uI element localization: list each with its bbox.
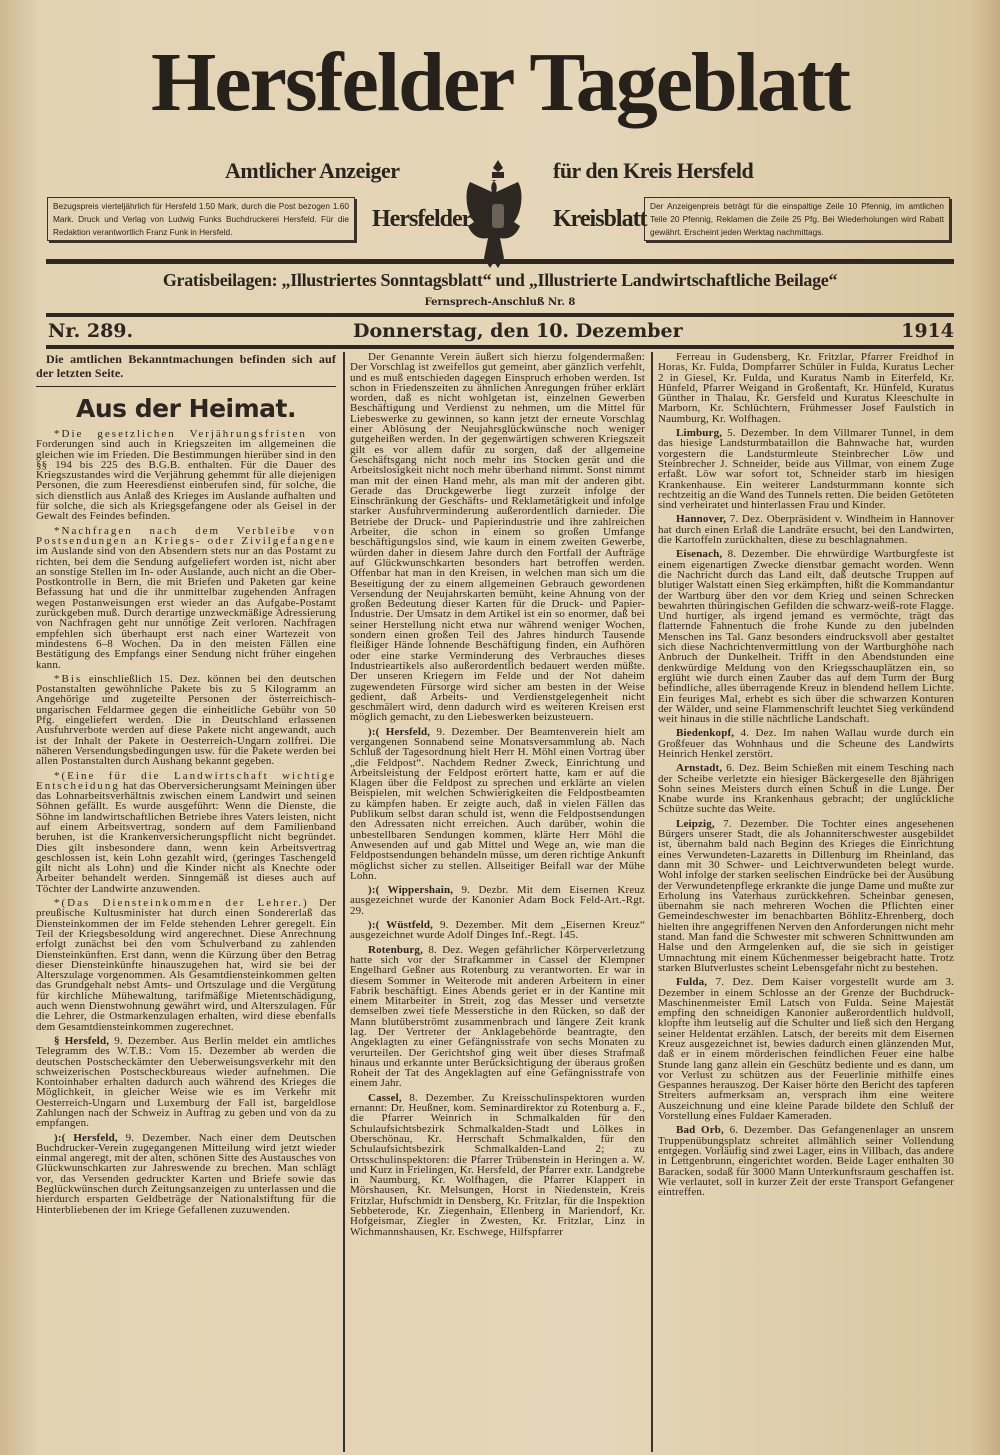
article-text: 8. Dez. Wegen gefährlicher Körperverletzung hatte sich vor der Strafkammer in Cassel der Klempner Engelhard Geßner aus Rotenburg zu verantworten. Er war in diesem Sommer in Weiterode mit anderen Arbeitern in einer Fabrik beschäftigt. Eines Abends geriet er in der Kantine mit einem Mitarbeiter in Streit, zog das Messer und versetzte demselben zwei tiefe Messerstiche in den Rücken, so daß der Mann blutüberströmt zusammenbrach und längere Zeit krank lag. Der Vertreter der Anklagebehörde beantragte, den Angeklagten zu einer Gefängnisstrafe von sechs Monaten zu verurteilen. Der Gerichtshof ging weit über dieses Strafmaß hinaus und erkannte unter Berücksichtigung der überaus großen Roheit der Tat des Angeklagten auf eine Gefängnisstrafe von einem Jahr. [350,943,645,1090]
masthead-title: Hersfelder Tageblatt [150,36,850,129]
section-heading: Aus der Heimat. [36,386,336,423]
article-paragraph [658,1125,954,1197]
column-rule [343,352,345,1452]
masthead-subtitle-right: für den Kreis Hersfeld [553,158,754,183]
article-dateline: Rotenburg, [368,943,423,956]
article-lead: *(Das Diensteinkommen der Lehrer.) [54,897,309,910]
article-paragraph [36,674,336,767]
article-text: Der preußische Kultusminister hat durch einen Sondererlaß das Diensteinkommen der im Felde stehenden Lehrer geregelt. Ein Teil der Kriegsbesoldung wird angerechnet. Diese Anrechnung erfolgt zunächst bei den vom Schulverband zu zahlenden Diensteinkünften. Erst dann, wenn die Kürzung über den Betrag dieser Diensteinkünfte hinauszugehen hat, wird sie bei der Alterszulage vorgenommen. Als Gesamtdiensteinkommen gelten das Grundgehalt nebst Amts- und Ortszulage und die Vergütung für kirchliche Mühewaltung, tarifmäßige Mietentschädigung, auch wenn Dienstwohnung gewährt wird, und Alterszulagen. Für die Lehrer, die Ostmarkenzulagen erhalten, wird diese ebenfalls dem Gesamtdiensteinkommen zugerechnet. [36,897,336,1033]
article-paragraph [658,763,954,814]
article-dateline: ):( Wüstfeld, [368,919,434,932]
article-paragraph [350,920,645,941]
article-dateline: § Hersfeld, [54,1034,110,1047]
kreisblatt-right: Kreisblatt [553,206,647,232]
article-paragraph [658,428,954,510]
article-dateline: Cassel, [368,1091,402,1104]
advertising-info-box: Der Anzeigenpreis beträgt für die einspaltige Zeile 10 Pfennig, im amtlichen Teile 20 Pfennig, Reklamen die Zeile 25 Pfg. Bei Wiederholungen wird Rabatt gewährt. Erscheint jeden Werktag nachmittags. [644,197,950,241]
article-text: 9. Dezember. Der Beamtenverein hielt am vergangenen Sonnabend seine Monatsversammlung ab. Nach Schluß der Tagesordnung hielt Herr H. Möhl einen Vortrag über „die Feldpost“. Nachdem Redner Zweck, Einrichtung und Arbeitsleistung der Feldpost erörtert hatte, kam er auf die Klagen über die Feldpost zu sprechen und erklärte an vielen Beispielen, mit welchen Schwierigkeiten die Feldpostbeamten zu kämpfen haben. Er zeigte auch, daß in vielen Fällen das Publikum selbst daran schuld ist, wenn die Feldpostsendungen den Adressaten nicht erreichen. Auch darüber, wohin die unbestellbaren Sendungen kommen, klärte Herr Möhl die Anwesenden auf und gab Mittel und Wege an, wie man die Feldpostsendungen behandeln müsse, um deren richtige Ankunft möglichst sicher zu stellen. Allseitiger Beifall war der Mühe Lohn. [350,725,645,882]
article-paragraph [658,514,954,545]
article-paragraph [36,1036,336,1129]
article-text: von Forderungen sind auch in Kriegszeiten im allgemeinen die gleichen wie im Frieden. Die Bestimmungen hierüber sind in den §§ 194 bis 225 des B.G.B. enthalten. Für die Dauer des Kriegszustandes wird die Verjährung gehemmt für alle diejenigen Personen, die zum Heeresdienst einberufen sind, für solche, die sich dienstlich aus Anlaß des Krieges im Auslande aufhalten und für solche, die sich als Kriegsgefangene oder als Geisel in der Gewalt des Feindes befinden. [36,428,336,523]
article-dateline: Hannover, [676,513,727,526]
article-paragraph [36,771,336,895]
article-lead: *(Eine für die Landwirtschaft wichtige Entscheidung [36,769,336,792]
article-dateline: ):( Hersfeld, [368,725,431,738]
article-text: 7. Dezember. Die Tochter eines angesehenen Bürgers unserer Stadt, die als Johanniterschwester ausgebildet ist, übernahm bald nach Beginn des Krieges die Einrichtung eines Verwundeten-Lazaretts in Dillenburg im Rheinland, das dann mit 30 Schwer- und Leichtverwundeten belegt wurde. Wohl infolge der starken seelischen Eindrücke bei der Ausübung der Verwundetenpflege erkrankte die junge Dame und mußte zur Erholung ins Vaterhaus zurückkehren. Scheinbar genesen, übernahm sie nach mehreren Wochen die Pflichten einer Gemeindeschwester im benachbarten Böhlitz-Ehrenberg, doch hielten ihre angegriffenen Nerven den Anforderungen nicht mehr stand. Man fand die Schwester mit schweren Schnittwunden am Halse und den Armgelenken auf, die sie sich in geistiger Umnachtung mit einem Küchenmesser beigebracht hatte. Trotz starken Blutverlustes scheint Lebensgefahr nicht zu bestehen. [658,817,954,974]
article-dateline: Limburg, [676,427,723,440]
article-text: 4. Dez. Im nahen Wallau wurde durch ein Großfeuer das Wohnhaus und die Scheune des Landwirts Heinrich Henkel zerstört. [658,727,954,760]
article-lead: *Die gesetzlichen Verjährungsfristen [54,428,307,440]
article-text: einschließlich 15. Dez. können bei den deutschen Postanstalten gewöhnliche Pakete bis zu 5 Kilogramm an Angehörige und zugeteilte Personen der österreichisch-ungarischen Feldarmee gegen die einheitliche Gebühr von 50 Pfg. eingeliefert werden. Die in Deutschland erlassenen Ausfuhrverbote werden auf diese Pakete nicht angewandt, auch ist der Inhalt der Pakete in Oesterreich-Ungarn zollfrei. Die näheren Versendungsbedingungen usw. für die Pakete werden bei allen Postanstalten durch Aushang bekannt gegeben. [36,672,336,768]
article-paragraph [350,945,645,1089]
issue-number: Nr. 289. [48,320,134,342]
subscription-info-box: Bezugspreis vierteljährlich für Hersfeld 1.50 Mark, durch die Post bezogen 1.60 Mark. Druck und Verlag von Ludwig Funks Buchdruckerei Hersfeld. Für die Redaktion verantwortlich Franz Funk in Hersfeld. [47,197,355,241]
article-text: hat das Oberversicherungsamt Meiningen über das Lohnarbeitsverhältnis zwischen einem Landwirt und seinen Söhnen gefällt. Es wurde ausgeführt: Wenn die Dienste, die Söhne im landwirtschaftlichen Betriebe ihres Vaters leisten, nicht auf einem Arbeitsvertrag, sondern auf dem Familienband beruhen, ist die Krankenversicherungspflicht nicht begründet. Dies gilt insbesondere dann, wenn kein Arbeitsvertrag geschlossen ist, kein Lohn gezahlt wird, (geringes Taschengeld gilt nicht als Lohn) und die Kinder nicht als Knechte oder Arbeiter behandelt werden. Sinngemäß ist dieses auch auf Töchter der Landwirte anzuwenden. [36,779,336,895]
telephone-line: Fernsprech-Anschluß Nr. 8 [424,297,576,308]
article-paragraph [36,1133,336,1215]
article-text: im Auslande sind von den Absendern stets nur an das Postamt zu richten, bei dem die Sendung aufgeliefert worden ist, nicht aber an sonstige Stellen im In- oder Auslande, auch nicht an die Ober-Postkontrolle in Bern, die mit Briefen und Paketen gar keine Befassung hat und die ihr unmittelbar zugehenden Anfragen wegen Postanweisungen erst wieder an das Aufgabe-Postamt zurückgeben muß. Durch derartige unzweckmäßige Adressierung von Nachfragen geht nur unnötige Zeit verloren. Nachfragen empfehlen sich überhaupt erst nach einer Wartezeit von mindestens 6–8 Wochen. Da in den meisten Fällen eine Bestätigung des Empfangs einer Sendung nicht früher eingehen kann. [36,545,336,671]
article-paragraph [658,352,954,424]
article-lead: *Bis [54,672,83,685]
article-text: 9. Dezember. Nach einer dem Deutschen Buchdrucker-Verein zugegangenen Mitteilung wird jetzt wieder einmal angeregt, mit der alten, schönen Sitte des Austausches von Glückwunschkarten zur Jahreswende zu brechen. Man schlägt vor, das Versenden gedruckter Karten und Briefe sowie das Beglückwünschen durch Zeitungsanzeigen zu unterlassen und die hierdurch ersparten Geldbeträge der Nationalstiftung für die Hinterbliebenen der im Kriege Gefallenen zuzuwenden. [36,1131,336,1216]
article-text: 7. Dez. Oberpräsident v. Windheim in Hannover hat durch einen Erlaß die Landräte ersucht, bei den Landwirten, die Kartoffeln zurückhalten, diese zu beschlagnahmen. [658,513,954,547]
article-dateline: ):( Wippershain, [368,884,454,897]
article-paragraph [658,728,954,759]
article-text: Der Genannte Verein äußert sich hierzu folgendermaßen: Der Vorschlag ist zweifellos gut gemeint, aber gänzlich verfehlt, und es muß entschieden dagegen Einspruch erhoben werden. Ist schon in Friedenszeiten zu ähnlichen Anregungen früher erklärt worden, daß es nicht wohlgetan ist, einzelnen Gewerben Beschäftigung und Verdienst zu nehmen, um die Mittel für Liebeswerke zu gewinnen, so kann jetzt der erneute Vorschlag einer Ablösung der Neujahrsglückwünsche noch weniger gutgeheißen werden. In der gegenwärtigen schweren Kriegszeit gilt es vor allem dafür zu sorgen, daß der allgemeine Geschäftsgang nicht noch mehr ins Stocken gerät und die Arbeitslosigkeit nicht noch mehr überhand nimmt. Sonst nimmt man mit der einen Hand mehr, als man mit der anderen gibt. Gerade das Druckgewerbe liegt zurzeit infolge der Einschränkung der Geschäfts- und Reklametätigkeit und infolge starker Ausfuhrverminderung außerordentlich darnieder. Die Betriebe der Druck- und Papierindustrie und ihre zahlreichen Arbeiter, die schon in einem so großen Umfange beschäftigungslos sind, wie kaum in einem zweiten Gewerbe, würden daher in diesem Jahre durch den Fortfall der Aufträge auf Glückwunschkarten besonders hart betroffen werden. Offenbar hat man in den Kreisen, in welchen man sich um die Beseitigung der zu einem allgemeinen Gebrauch gewordenen Versendung der Neujahrskarten bemüht, keine Ahnung von der großen Bedeutung dieser Karten für die Druck- und Papier-Industrie. Der Umsatz in dem Artikel ist ein so enormer, daß bei seiner Herstellung nicht etwa nur während weniger Wochen, sondern einen großen Teil des Jahres hindurch Tausende fleißiger Hände lohnende Beschäftigung finden, ein Aufhören oder eine starke Verminderung des Verbrauches dieses Industrieartikels also außerordentlich bedauert werden müßte. Der unseren Kriegern im Felde und der Not daheim zugewendeten Fürsorge wird sicher am besten in der Weise gedient, daß Arbeits- und Verdienstgelegenheit nicht geschmälert wird, denn dadurch wird es weiteren Kreisen erst möglich gemacht, zu den Liebeswerken beizusteuern. [350,351,645,724]
article-dateline: Eisenach, [676,548,723,561]
column-3 [658,352,954,1201]
divider [46,345,954,349]
article-paragraph [658,977,954,1121]
article-paragraph [350,352,645,723]
kreisblatt-left: Hersfelder [372,206,472,232]
issue-year: 1914 [901,320,954,342]
article-lead: *Nachfragen nach dem Verbleibe von Postsendungen an Kriegs- oder Zivilgefangene [36,524,336,547]
article-text: Ferreau in Gudensberg, Kr. Fritzlar, Pfarrer Freidhof in Horas, Kr. Fulda, Dompfarrer Schüler in Fulda, Kuratus Lecher 2 in Giesel, Kr. Fulda, und Kuratus Namb in Eiterfeld, Kr. Hünfeld, Pfarrer Weigand in Großentaft, Kr. Hünfeld, Kuratus Günther in Thalau, Kr. Gersfeld und Kuratus Kleeschulte in Marborn, Kr. Schlüchtern, Frühmesser Josef Faulstich in Naumburg, Kr. Wolfhagen. [658,351,954,425]
article-text: 7. Dez. Dem Kaiser vorgestellt wurde am 3. Dezember in einem Schlosse an der Grenze der Buchdruck-Maschinenmeister Emil Latsch von Fulda. Seine Majestät empfing den schneidigen Kanonier außerordentlich huldvoll, klopfte ihm leutselig auf die Schulter und ließ sich den Hergang seiner Heldentat erzählen. Latsch, der bereits mit dem Eisernen Kreuz ausgezeichnet ist, bewies dadurch einen glänzenden Mut, daß er in einem mörderischen feindlichen Feuer eine halbe Stunde lang ganz allein ein Geschütz bediente und es dann, um vor Verlust zu schützen aus der Feuerlinie mithilfe eines Gespannes herauszog. Der Kaiser hörte den Bericht des tapferen Streiters aufmerksam an, versprach ihm eine weitere Auszeichnung und eine kleine Parade bildete den Schluß der Vorstellung eines Fuldaer Kameraden. [658,976,954,1123]
article-paragraph [658,819,954,973]
dateline [48,320,954,344]
article-paragraph [36,429,336,522]
article-dateline: Biedenkopf, [676,727,735,740]
article-text: 8. Dezember. Zu Kreisschulinspektoren wurden ernannt: Dr. Heußner, kom. Seminardirektor zu Rotenburg a. F., die Pfarrer Weinrich in Schmalkalden für den Schulaufsichtsbezirk Schmalkalden-Stadt und Lölkes in Oberschönau, Kr. Herrschaft Schmalkalden, für den Schulaufsichtsbezirk Schmalkalden-Land 2; zu Ortsschulinspektoren: die Pfarrer Trübenstein in Heringen a. W. und Kurz in Frielingen, Kr. Hersfeld, der Pfarrer extr. Landgrebe in Naumburg, Kr. Wolfhagen, die Pfarrer Klappert in Mörshausen, Kr. Melsungen, Horst in Niedenstein, Kreis Fritzlar, Hufschmidt in Densberg, Kr. Fritzlar, für die Inspektion Sebbeterode, Kr. Ziegenhain, Ellenberg in Mariendorf, Kr. Hofgeismar, Ziegler in Zwesten, Kr. Fritzlar, Linz in Wichmannshausen, Kr. Eschwege, Hilfspfarrer [350,1091,645,1238]
divider [46,313,954,317]
article-paragraph [350,1093,645,1237]
article-text: 6. Dez. Beim Schießen mit einem Tesching nach der Scheibe verletzte ein hiesiger Bäckergeselle den 8jährigen Sohn seines Meisters durch einen Schuß in die Lunge. Der Knabe wurde ins Krankenhaus gebracht; der unglückliche Schütze suchte das Weite. [658,762,954,816]
article-dateline: Bad Orb, [676,1124,724,1137]
masthead-subtitle-left: Amtlicher Anzeiger [225,158,400,183]
divider [46,259,954,264]
article-text: 9. Dezember. Mit dem „Eisernen Kreuz“ ausgezeichnet wurde Adolf Dinges Inf.-Regt. 145. [350,919,645,942]
article-dateline: Fulda, [676,976,708,989]
supplements-line: Gratisbeilagen: „Illustriertes Sonntagsblatt“ und „Illustrierte Landwirtschaftliche Beilage“ [162,270,838,290]
article-paragraph [36,526,336,670]
article-dateline: Leipzig, [676,817,715,830]
article-paragraph [350,727,645,881]
column-rule [651,352,653,1452]
column-2 [350,352,645,1241]
notice: Die amtlichen Bekanntmachungen befinden sich auf der letzten Seite. [36,352,336,380]
article-paragraph [350,885,645,916]
article-text: 8. Dezember. Die ehrwürdige Wartburgfeste ist einem eigenartigen Zwecke dienstbar gemacht worden. Wenn die Nachricht durch das Land eilt, daß deutsche Truppen auf blutiger Walstatt einen Sieg erkämpften, hißt die Kommandantur der Wartburg über den vor dem Krieg und seinen Schrecken bewahrten thüringischen Gefilden die schwarz-weiß-rote Flagge. Und hurtiger, als irgend jemand es vermöchte, trägt das flatternde Fahnentuch die frohe Kunde zu den jubelnden Menschen ins Tal. Ganz besonders eindrucksvoll aber gestaltet sich diese Nachrichtenvermittlung von der Wartburghöhe nach Anbruch der Dunkelheit. Trifft in den Abendstunden eine denkwürdige Meldung von den Kriegsschauplätzen ein, so erglüht wie durch einen Zauber das auf dem Turm der Burg befindliche, alles überragende Kreuz in blendend hellem Lichte. Ein feuriges Mal, erhebt es sich über die schwarzen Konturen der Wälder, und seine Flammenschrift leuchtet Sieg verkündend weit hinaus in die stille nächtliche Landschaft. [658,548,954,726]
article-dateline: Arnstadt, [676,762,723,775]
article-dateline: ):( Hersfeld, [54,1131,118,1144]
article-text: 5. Dezember. In dem Villmarer Tunnel, in dem das hiesige Landsturmbataillon die Bahnwache hat, wurden vorgestern die Landsturmleute Steinbrecher Löw und Steinbrecher J. Schneider, beide aus Villmar, von einem Zuge erfaßt. Löw war sofort tot, Schneider starb im hiesigen Krankenhause. Ein weiterer Landsturmmann konnte sich rechtzeitig an die Wand des Tunnels retten. Die beiden Getöteten sind verheiratet und hinterlassen Frau und Kinder. [658,427,954,512]
issue-date: Donnerstag, den 10. Dezember [353,320,683,342]
article-text: 9. Dezbr. Mit dem Eisernen Kreuz ausgezeichnet wurde der Kanonier Adam Bock Feld-Art.-Rgt. 29. [350,884,645,917]
article-paragraph [36,898,336,1032]
article-text: 9. Dezember. Aus Berlin meldet ein amtliches Telegramm des W.T.B.: Vom 15. Dezember ab werden die deutschen Postscheckämter den Ueberweisungsverkehr mit den schweizerischen Postscheckbureaus wieder aufnehmen. Die Kontoinhaber erhalten dadurch auch während des Krieges die Möglichkeit, in gleicher Weise wie es im Verkehr mit Oesterreich-Ungarn und Luxemburg der Fall ist, bargeldlose Zahlungen nach der Schweiz in Auftrag zu geben und von da zu empfangen. [36,1034,336,1130]
column-1 [36,352,336,1219]
article-paragraph [658,549,954,724]
article-text: 6. Dezember. Das Gefangenenlager an unsrem Truppenübungsplatz schreitet allmählich seiner Vollendung entgegen. Vorläufig sind zwei Lager, eins in Villbach, das andere in Lettgenbrunn, eingerichtet worden. Beide Lager enthalten 30 Baracken, sodaß für 3000 Mann Unterkunftsraum geschaffen ist. Wie verlautet, soll in kurzer Zeit der erste Transport Gefangener eintreffen. [658,1124,954,1199]
